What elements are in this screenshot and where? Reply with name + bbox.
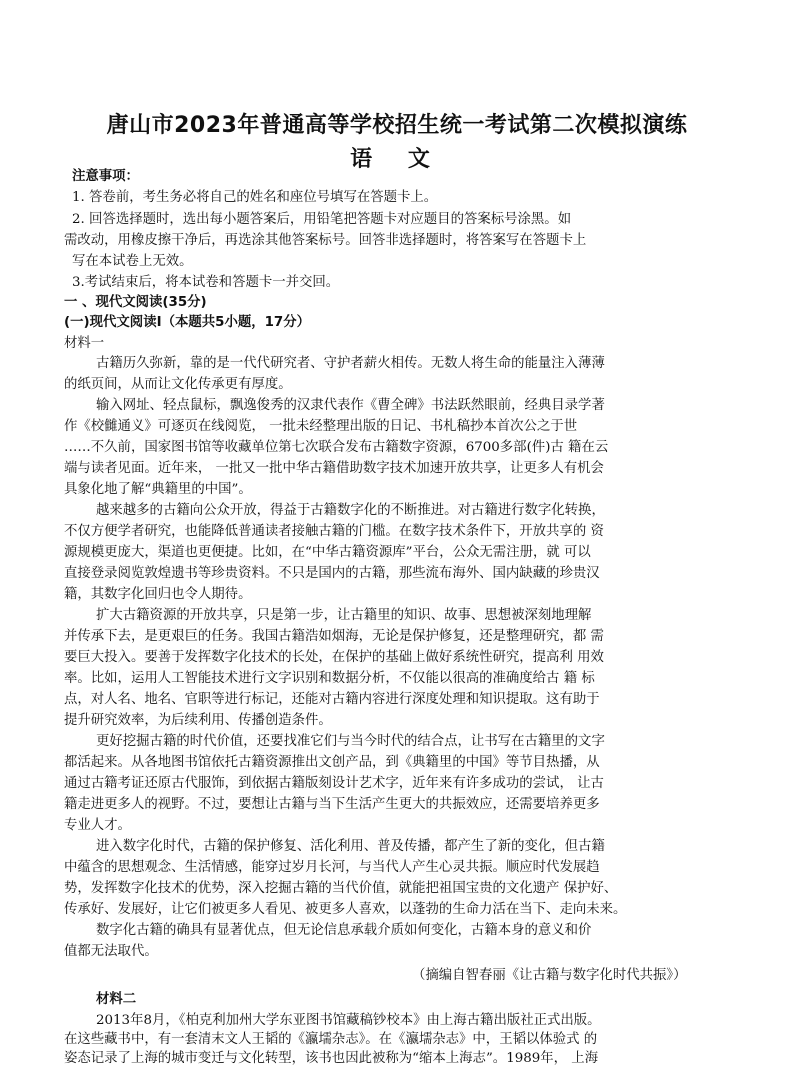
passage-line: 在这些藏书中，有一套清末文人王韬的《瀛壖杂志》。在《瀛壖杂志》中，王韬以体验式 的 — [64, 1032, 598, 1047]
passage-line: 的纸页间，从而让文化传承更有厚度。 — [64, 377, 292, 392]
passage-line: 不仅方便学者研究，也能降低普通读者接触古籍的门槛。在数字技术条件下，开放共享的 资 — [64, 524, 604, 539]
passage-line: 扩大古籍资源的开放共享，只是第一步，让古籍里的知识、故事、思想被深刻地理解 — [96, 608, 592, 623]
passage-line: 提升研究效率，为后续利用、传播创造条件。 — [64, 713, 332, 728]
material-label: 材料一 — [64, 336, 105, 351]
section-heading: 一 、现代文阅读(35分) — [64, 295, 207, 310]
passage-line: 古籍历久弥新，靠的是一代代研究者、守护者薪火相传。无数人将生命的能量注入薄薄 — [96, 356, 605, 371]
passage-line: ……不久前，国家图书馆等收藏单位第七次联合发布古籍数字资源，6700多部(件)古 籍在云 — [64, 440, 609, 455]
notice-line: 2. 回答选择题时，选出每小题答案后，用铅笔把答题卡对应题目的答案标号涂黑。如 — [72, 212, 572, 227]
exam-title: 唐山市2023年普通高等学校招生统一考试第二次模拟演练 — [106, 113, 688, 138]
passage-line: 直接登录阅览敦煌遗书等珍贵资料。不只是国内的古籍，那些流布海外、国内缺藏的珍贵汉 — [64, 566, 600, 581]
subject-title: 语 文 — [350, 147, 444, 172]
passage-line: 数字化古籍的确具有显著优点，但无论信息承载介质如何变化，古籍本身的意义和价 — [96, 923, 592, 938]
passage-line: 更好挖掘古籍的时代价值，还要找准它们与当今时代的结合点，让书写在古籍里的文字 — [96, 734, 605, 749]
material-label: 材料二 — [96, 992, 137, 1007]
passage-line: 通过古籍考证还原古代服饰，到依据古籍版刻设计艺术字，近年来有许多成功的尝试， 让古 — [64, 776, 604, 791]
passage-line: 籍，其数字化回归也令人期待。 — [64, 587, 252, 602]
passage-line: 专业人才。 — [64, 818, 131, 833]
passage-line: 源规模更庞大，渠道也更便捷。比如，在“中华古籍资源库”平台，公众无需注册，就 可以 — [64, 545, 591, 560]
passage-line: 端与读者见面。近年来， 一批又一批中华古籍借助数字技术加速开放共享，让更多人有机会 — [64, 461, 604, 476]
passage-line: 姿态记录了上海的城市变迁与文化转型，该书也因此被称为“缩本上海志”。1989年， 上海 — [64, 1051, 599, 1066]
notice-line: 写在本试卷上无效。 — [72, 254, 193, 269]
passage-line: 中蕴含的思想观念、生活情感，能穿过岁月长河，与当代人产生心灵共振。顺应时代发展趋 — [64, 860, 600, 875]
notice-heading: 注意事项： — [72, 169, 139, 184]
passage-line: 点，对人名、地名、官职等进行标记，还能对古籍内容进行深度处理和知识提取。这有助于 — [64, 692, 600, 707]
notice-line: 需改动，用橡皮擦干净后，再选涂其他答案标号。回答非选择题时，将答案写在答题卡上 — [64, 233, 587, 248]
notice-line: 1. 答卷前，考生务必将自己的姓名和座位号填写在答题卡上。 — [72, 190, 438, 205]
passage-line: 值都无法取代。 — [64, 944, 158, 959]
passage-line: 籍走进更多人的视野。不过，要想让古籍与当下生活产生更大的共振效应，还需要培养更多 — [64, 797, 600, 812]
passage-line: 率。比如，运用人工智能技术进行文字识别和数据分析，不仅能以很高的准确度给古 籍 标 — [64, 671, 595, 686]
passage-line: 具象化地了解“典籍里的中国”。 — [64, 482, 252, 497]
passage-line: 越来越多的古籍向公众开放，得益于古籍数字化的不断推进。对古籍进行数字化转换， — [96, 503, 605, 518]
source-citation: （摘编自智春丽《让古籍与数字化时代共振》） — [412, 968, 687, 983]
passage-line: 作《校雠通义》可逐页在线阅览， 一批未经整理出版的日记、书札稿抄本首次公之于世 — [64, 419, 578, 434]
passage-line: 要巨大投入。要善于发挥数字化技术的长处，在保护的基础上做好系统性研究，提高利 用效 — [64, 650, 604, 665]
passage-line: 进入数字化时代，古籍的保护修复、活化利用、普及传播，都产生了新的变化，但古籍 — [96, 839, 605, 854]
passage-line: 并传承下去，是更艰巨的任务。我国古籍浩如烟海，无论是保护修复，还是整理研究，都 需 — [64, 629, 604, 644]
passage-line: 2013年8月，《柏克利加州大学东亚图书馆藏稿钞校本》由上海古籍出版社正式出版。 — [96, 1013, 601, 1028]
passage-line: 输入网址、轻点鼠标，飘逸俊秀的汉隶代表作《曹全碑》书法跃然眼前，经典目录学著 — [96, 398, 605, 413]
notice-line: 3.考试结束后，将本试卷和答题卡一并交回。 — [72, 275, 340, 290]
passage-line: 势，发挥数字化技术的优势，深入挖掘古籍的当代价值，就能把祖国宝贵的文化遗产 保护好、 — [64, 881, 618, 896]
passage-line: 都活起来。从各地图书馆依托古籍资源推出文创产品，到《典籍里的中国》等节目热播，从 — [64, 755, 600, 770]
passage-line: 传承好、发展好，让它们被更多人看见、被更多人喜欢，以蓬勃的生命力活在当下、走向未来。 — [64, 902, 627, 917]
section-subheading: (一)现代文阅读Ⅰ（本题共5小题，17分） — [64, 315, 311, 330]
